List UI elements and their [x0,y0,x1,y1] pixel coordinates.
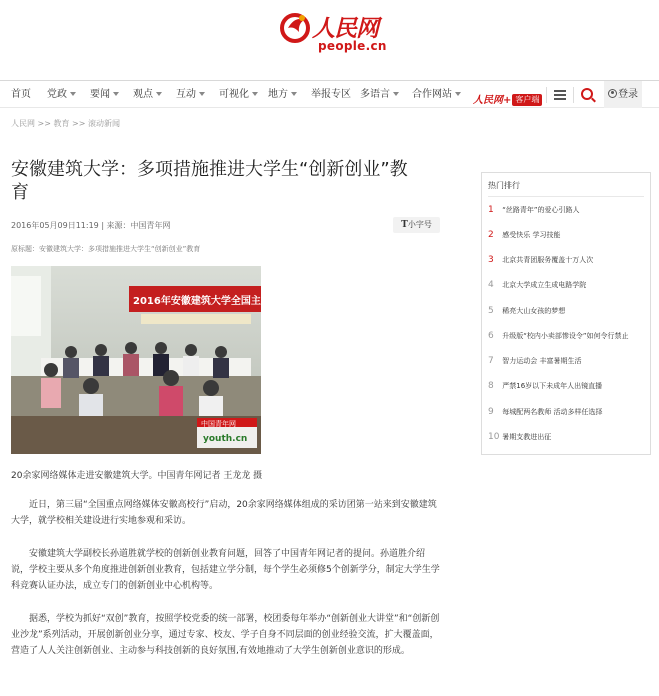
nav-item-interaction[interactable] [176,81,205,108]
user-icon [608,89,617,98]
nav-label: 举报专区 [311,89,351,100]
hot-item-text: 稀亮大山女孩的梦想 [502,307,566,315]
breadcrumb-separator: >> [35,119,54,128]
nav-item-partners[interactable] [412,81,461,108]
nav-label: 首页 [11,89,31,100]
nav-label: 多语言 [360,89,390,100]
breadcrumb [11,118,120,129]
nav-label: 互动 [176,89,196,100]
chevron-down-icon [70,92,76,96]
nav-item-party[interactable] [47,81,76,108]
hot-item-text: 感受快乐 学习技能 [502,231,561,239]
article-paragraph: 据悉，学校为抓好“双创”教育，按照学校党委的统一部署，校团委每年举办“创新创业大讲堂”和“创新创业沙龙”系列活动，开展创新创业分享，通过专家、校友、学子自身不同层面的创业经验交流，扩大覆盖面，营造了人人关注创新创业、主动参与科技创新的良好氛围,有效地推动了大学生创新创业意识的形成。 [11,614,440,656]
login-button[interactable] [604,81,642,108]
nav-divider [546,87,547,103]
hot-rank: 5 [488,306,494,316]
breadcrumb-home[interactable]: 人民网 [11,119,35,128]
photo-caption: 20余家网络媒体走进安徽建筑大学。中国青年网记者 王龙龙 摄 [11,471,263,481]
watermark-top-text: 中国青年网 [201,420,236,428]
hot-rank: 7 [488,356,494,366]
breadcrumb-education[interactable]: 教育 [53,119,70,128]
nav-item-local[interactable] [268,81,297,108]
hot-rank: 8 [488,381,494,391]
hot-item-text: “丝路青年”的爱心引路人 [502,206,580,214]
hot-rank: 6 [488,331,494,341]
hot-item-text: 北京共青团服务覆盖十万人次 [502,256,594,264]
hot-rank: 2 [488,230,494,240]
nav-label: 可视化 [219,89,249,100]
hot-item-text: 每城配两名教师 活动多样任选择 [502,408,603,416]
hot-item[interactable] [488,304,565,318]
login-label: 登录 [618,89,638,100]
chevron-down-icon [199,92,205,96]
hot-rank: 10 [488,432,500,442]
hot-item-text: 北京大学成立生成电路学院 [502,281,587,289]
chevron-down-icon [393,92,399,96]
hot-ranking-panel [481,172,651,455]
hamburger-menu-icon[interactable] [554,90,566,100]
people-logo[interactable] [278,8,388,54]
chevron-down-icon [455,92,461,96]
hot-item[interactable] [488,253,593,267]
hot-item-text: 升级版“校内小卖部惨设令”如何令行禁止 [502,332,629,340]
nav-item-visual[interactable] [219,81,258,108]
nav-item-opinion[interactable] [133,81,162,108]
article-paragraph: 近日，第三届“全国重点网络媒体安徽高校行”启动，20余家网络媒体组成的采访团第一站来到安徽建筑大学，就学校相关建设进行实地参观和采访。 [11,500,437,526]
app-brand-text: 人民网+ [473,95,512,106]
nav-label: 要闻 [90,89,110,100]
article-paragraph: 安徽建筑大学副校长孙道胜就学校的创新创业教育问题，回答了中国青年网记者的提问。孙道胜介绍说，学校主要从多个角度推进创新创业教育，包括建立学分制，每个学生必须修5个创新学分，制定大学生学科竞赛认证办法，成立专门的创新创业中心机构等。 [11,549,440,591]
hot-ranking-title: 热门排行 [488,181,520,190]
nav-item-headlines[interactable] [90,81,119,108]
main-nav [0,80,659,108]
font-size-icon: T [401,220,408,230]
chevron-down-icon [156,92,162,96]
page-header [0,0,659,78]
hot-rank: 9 [488,407,494,417]
nav-label: 地方 [268,89,288,100]
hot-item[interactable] [488,379,602,393]
hot-item[interactable] [488,430,551,444]
font-size-label: 小字号 [407,220,432,229]
nav-label: 观点 [133,89,153,100]
photo-banner-text: 2016年安徽建筑大学全国主流网 [133,296,281,307]
nav-label: 合作网站 [412,89,452,100]
page-title: 安徽建筑大学：多项措施推进大学生“创新创业”教育 [11,159,408,203]
nav-item-home[interactable] [11,81,31,108]
hot-rank: 1 [488,205,494,215]
article-photo [11,266,281,454]
meeting-photo-illustration [11,266,281,454]
nav-label: 党政 [47,89,67,100]
hot-item[interactable] [488,203,580,217]
hot-item[interactable] [488,228,560,242]
hot-rank: 4 [488,280,494,290]
hot-item-text: 严禁16岁以下未成年人出镜直播 [502,382,603,390]
logo-mark-icon [278,10,312,44]
watermark-bottom-text: youth.cn [203,434,248,444]
nav-divider [573,87,574,103]
breadcrumb-rolling-news[interactable]: 滚动新闻 [88,119,120,128]
nav-item-report[interactable] [311,81,351,108]
logo-chinese-text: 人民网 [312,15,378,42]
search-icon[interactable] [581,88,593,100]
hot-rank: 3 [488,255,494,265]
chevron-down-icon [291,92,297,96]
original-title: 原标题：安徽建筑大学：多项措施推进大学生“创新创业”教育 [11,245,201,253]
hot-item[interactable] [488,405,602,419]
font-size-button[interactable] [393,217,440,233]
breadcrumb-separator: >> [69,119,88,128]
logo-english-text: people.cn [318,39,387,53]
hot-item[interactable] [488,354,581,368]
people-plus-app-link[interactable] [473,88,542,106]
hot-item[interactable] [488,329,629,343]
hot-item-text: 智力运动会 丰富暑期生活 [502,357,582,365]
hot-item[interactable] [488,278,586,292]
nav-item-languages[interactable] [360,81,399,108]
divider [488,196,644,197]
article-meta: 2016年05月09日11:19 | 来源：中国青年网 [11,221,171,230]
chevron-down-icon [252,92,258,96]
hot-item-text: 暑期支教进出征 [502,433,552,441]
chevron-down-icon [113,92,119,96]
app-badge: 客户端 [512,94,542,106]
